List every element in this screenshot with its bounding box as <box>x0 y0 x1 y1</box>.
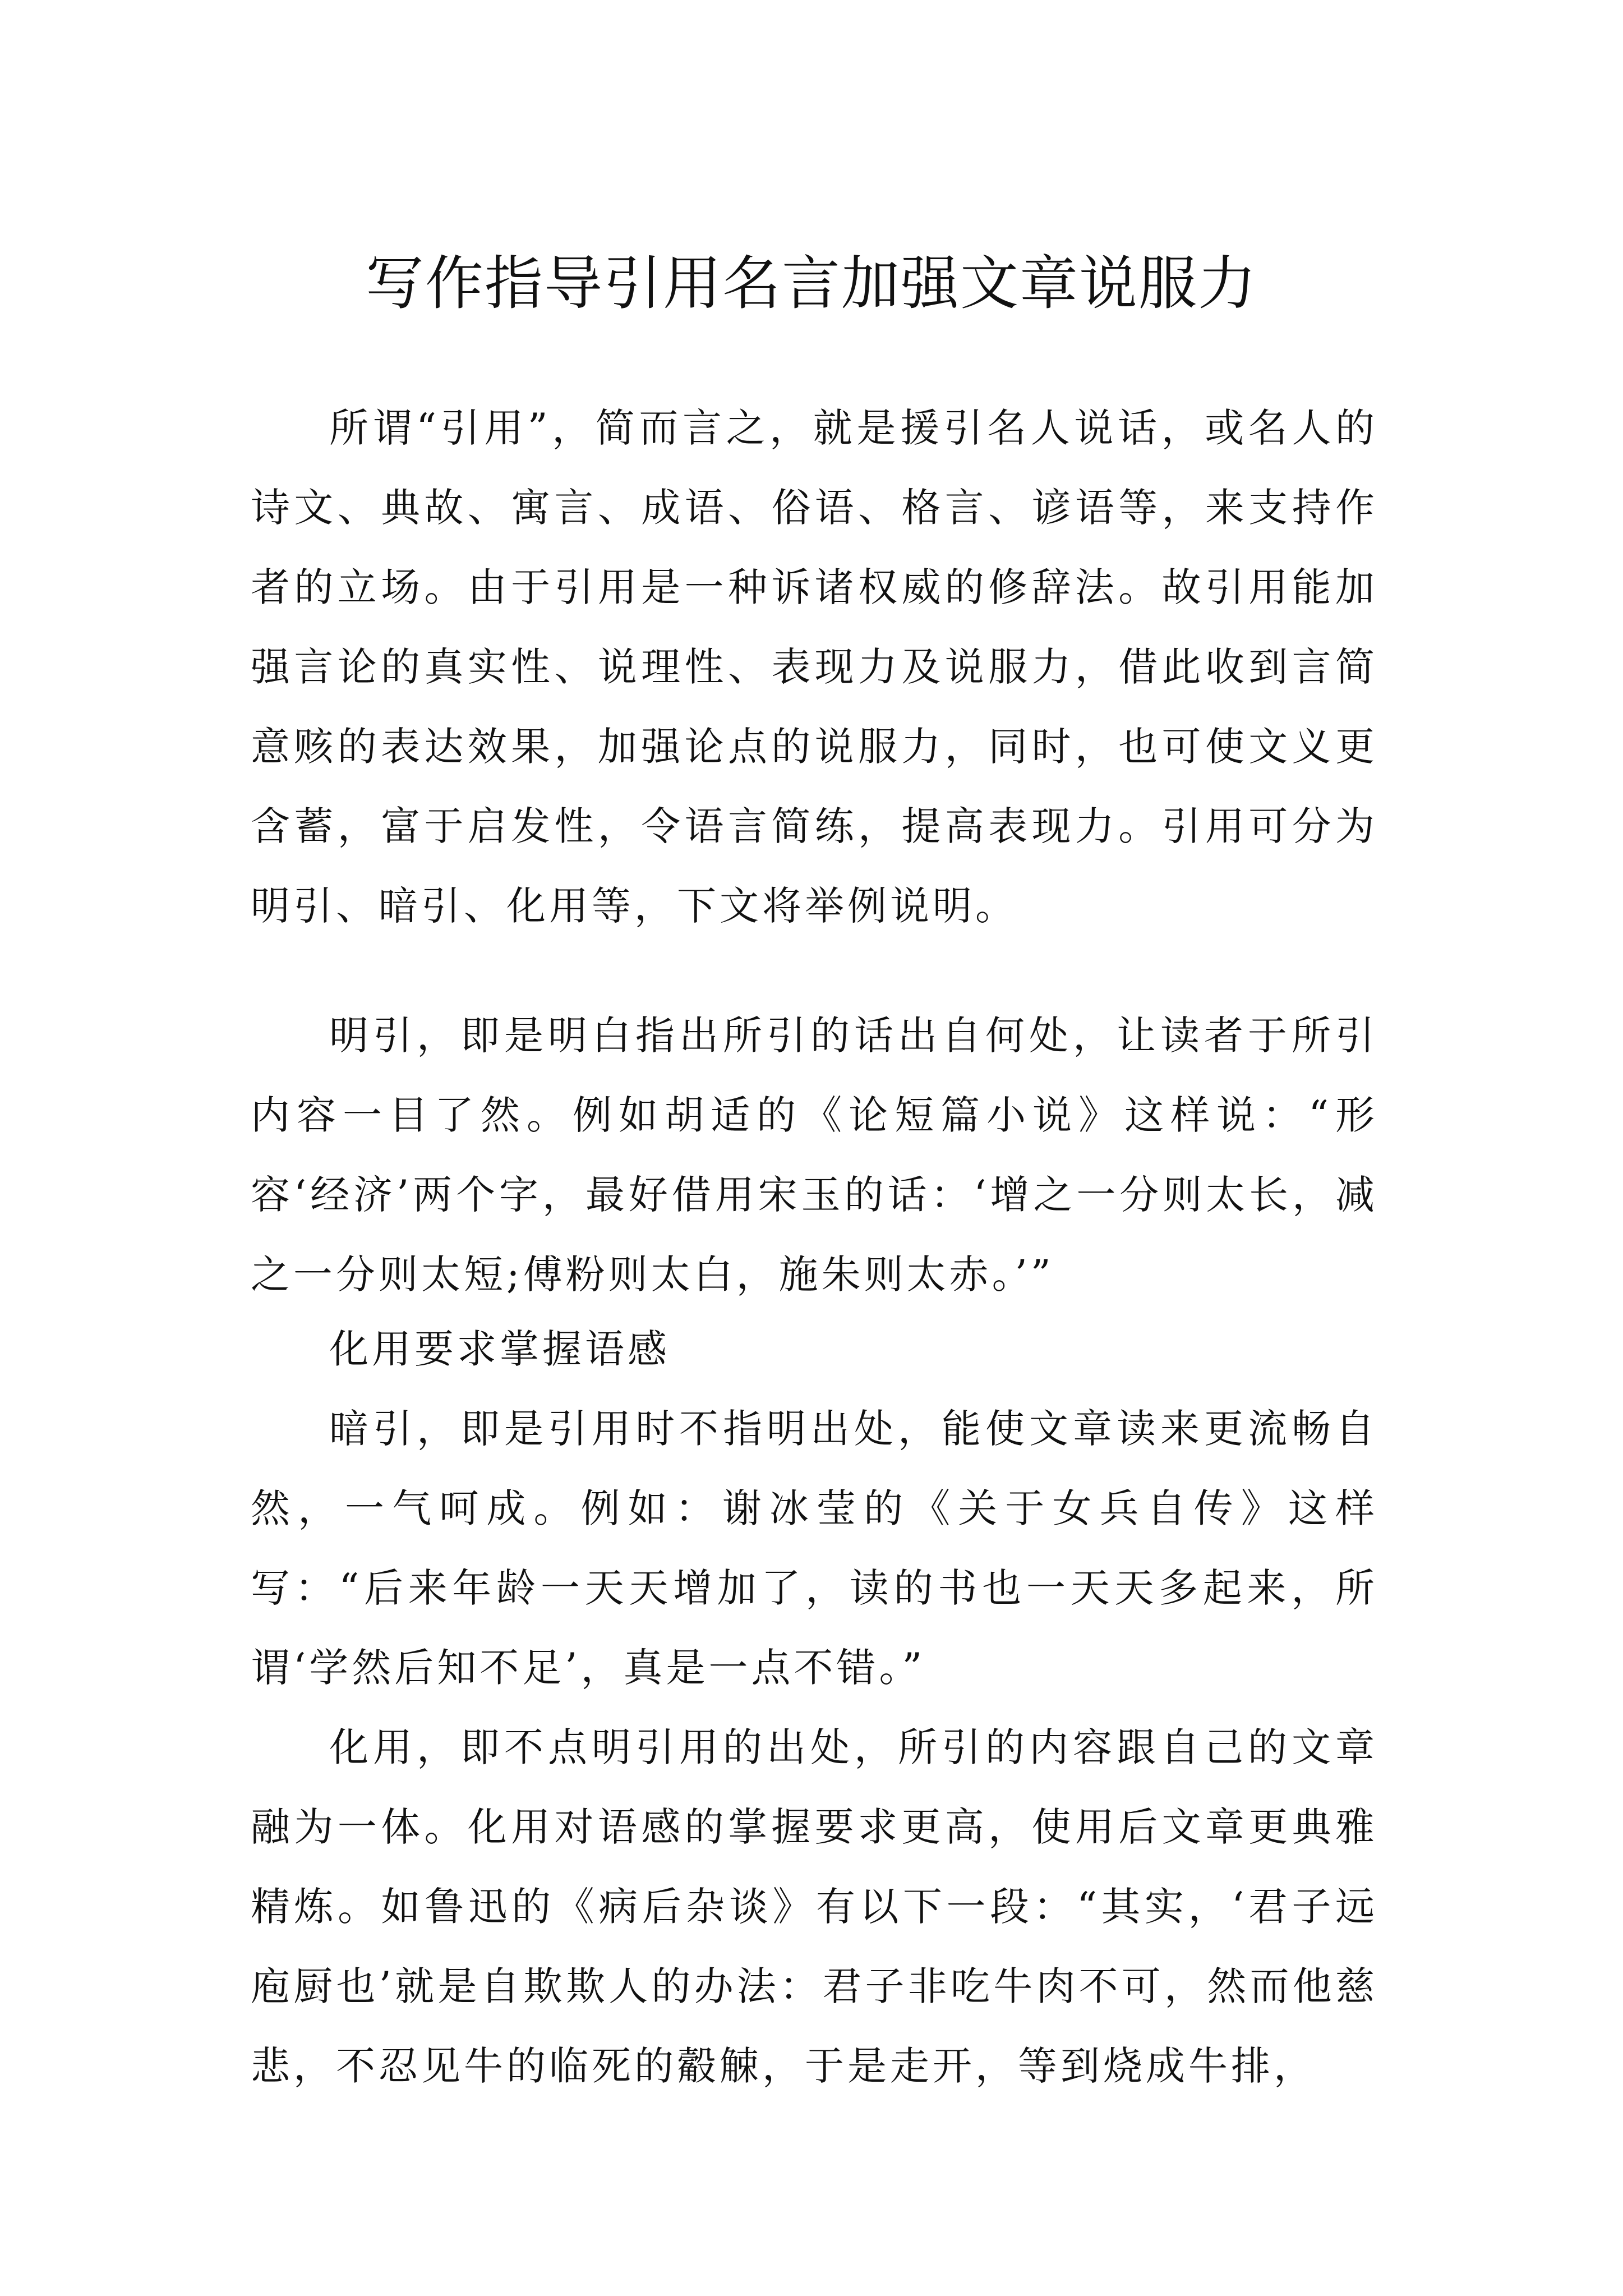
document-title: 写作指导引用名言加强文章说服力 <box>365 249 1257 318</box>
section-heading-text: 化用要求掌握语感 <box>329 1326 670 1372</box>
paragraph-huayong <box>251 1708 1378 2106</box>
paragraph-anyin-text: 暗引，即是引用时不指明出处，能使文章读来更流畅自然，一气呵成。例如：谢冰莹的《关于女兵自传》这样写：“后来年龄一天天增加了，读的书也一天天多起来，所谓‘学然后知不足’，真是一点不错。” <box>251 1406 1378 1691</box>
paragraph-mingyin-text: 明引，即是明白指出所引的话出自何处，让读者于所引内容一目了然。例如胡适的《论短篇小说》这样说：“形容‘经济’两个字，最好借用宋玉的话：‘增之一分则太长，减之一分则太短;傅粉则太白，施朱则太赤。’” <box>251 1013 1378 1297</box>
section-heading <box>251 1309 1378 1389</box>
paragraph-intro-text: 所谓“引用”，简而言之，就是援引名人说话，或名人的诗文、典故、寓言、成语、俗语、格言、谚语等，来支持作者的立场。由于引用是一种诉诸权威的修辞法。故引用能加强言论的真实性、说理性、表现力及说服力，借此收到言简意赅的表达效果，加强论点的说服力，同时，也可使文义更含蓄，富于启发性，令语言简练，提高表现力。引用可分为明引、暗引、化用等，下文将举例说明。 <box>251 405 1378 929</box>
paragraph-anyin <box>251 1389 1378 1708</box>
paragraph-mingyin <box>251 996 1378 1314</box>
paragraph-intro <box>251 388 1378 946</box>
paragraph-huayong-text: 化用，即不点明引用的出处，所引的内容跟自己的文章融为一体。化用对语感的掌握要求更高，使用后文章更典雅精炼。如鲁迅的《病后杂谈》有以下一段：“其实，‘君子远庖厨也’就是自欺欺人的办法：君子非吃牛肉不可，然而他慈悲，不忍见牛的临死的觳觫，于是走开，等到烧成牛排， <box>251 1724 1378 2089</box>
